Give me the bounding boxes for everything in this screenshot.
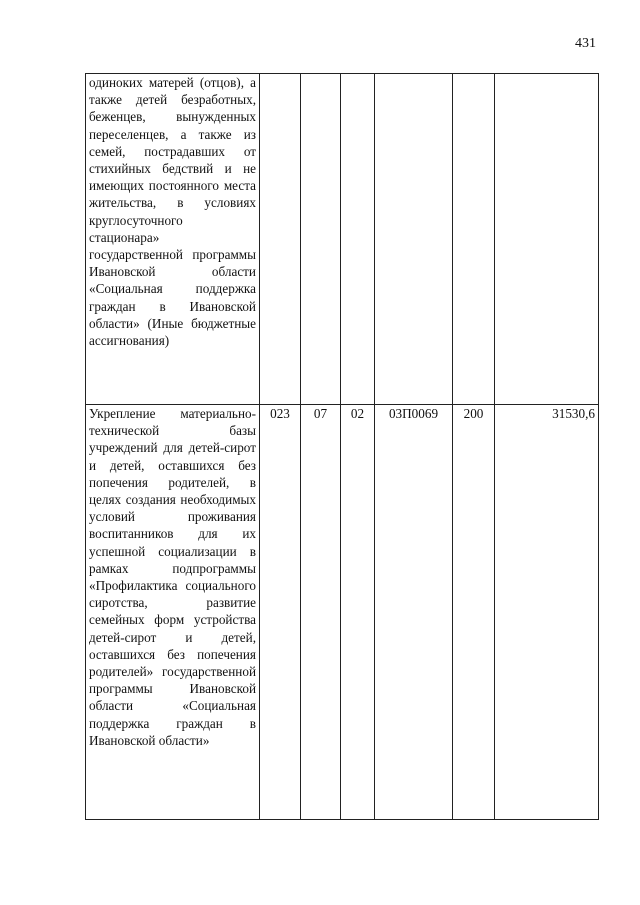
budget-table <box>85 73 599 820</box>
target-article-cell <box>375 74 453 405</box>
ministry-code-cell <box>260 74 301 405</box>
amount-cell <box>495 74 599 405</box>
page-number: 431 <box>575 36 596 51</box>
table-row <box>86 74 599 405</box>
table-row <box>86 405 599 820</box>
ministry-code-cell: 023 <box>260 405 301 820</box>
amount-cell: 31530,6 <box>495 405 599 820</box>
expense-type-cell: 200 <box>453 405 495 820</box>
expense-type-cell <box>453 74 495 405</box>
section-code-cell: 07 <box>301 405 341 820</box>
subsection-code-cell <box>341 74 375 405</box>
expense-description-cell: Укрепление материально-технической базы учреждений для детей-сирот и детей, оставшихся без попечения родителей, в целях создания необходимых условий проживания воспитанников для их успешной социализации в рамках подпрограммы «Профилактика социального сиротства, развитие семейных форм устройства детей-сирот и детей, оставшихся без попечения родителей» государственной программы Ивановской области «Социальная поддержка граждан в Ивановской области» <box>86 405 260 820</box>
subsection-code-cell: 02 <box>341 405 375 820</box>
section-code-cell <box>301 74 341 405</box>
target-article-cell: 03П0069 <box>375 405 453 820</box>
expense-description-cell: одиноких матерей (отцов), а также детей безработных, беженцев, вынужденных переселенцев, а также из семей, пострадавших от стихийных бедствий и не имеющих постоянного места жительства, в условиях круглосуточного стационара» государственной программы Ивановской области «Социальная поддержка граждан в Ивановской области» (Иные бюджетные ассигнования) <box>86 74 260 405</box>
